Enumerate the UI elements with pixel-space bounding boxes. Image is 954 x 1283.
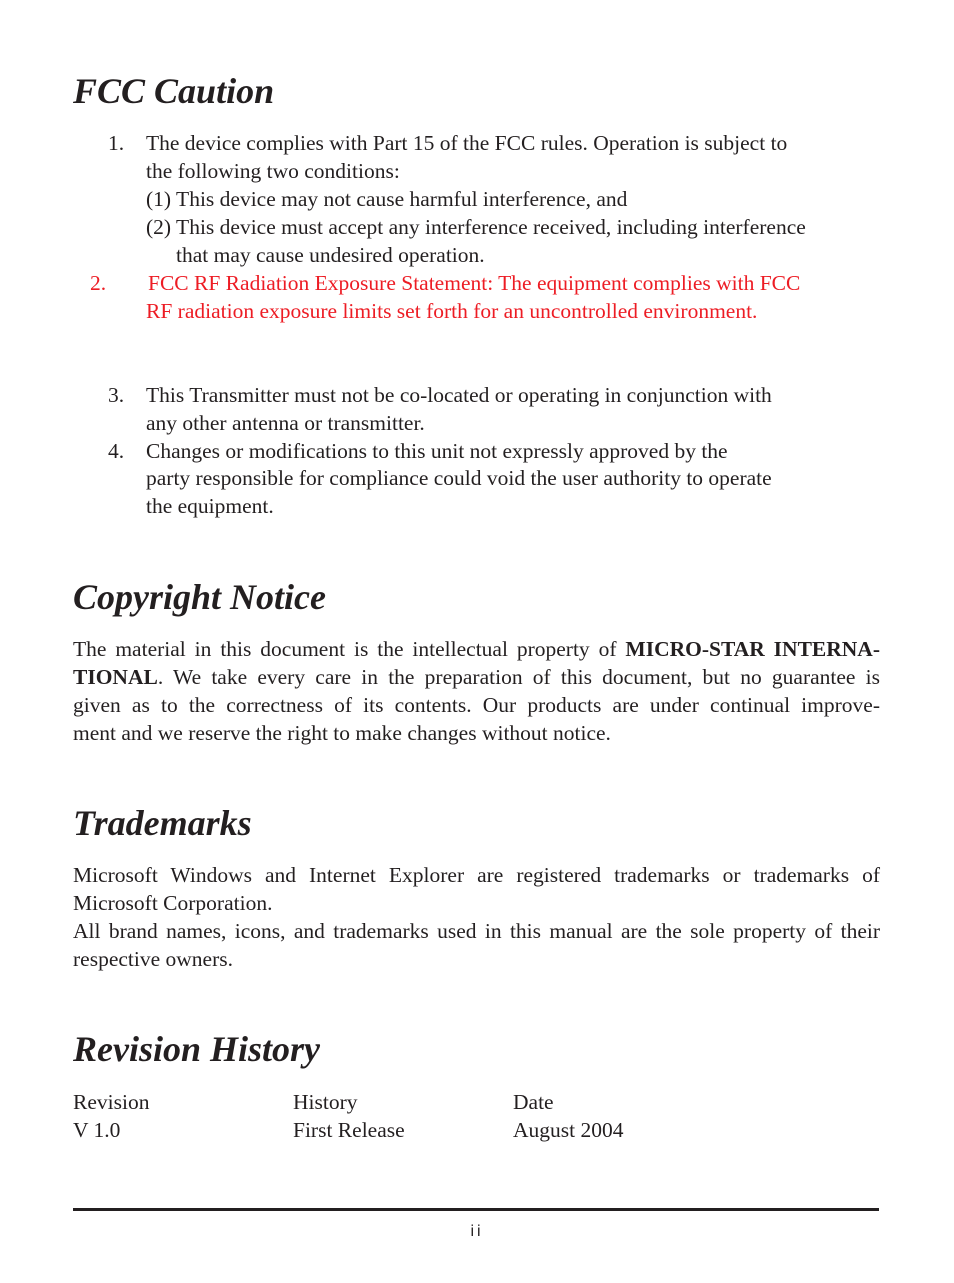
- trademarks-paragraph: [73, 861, 880, 973]
- fcc-item-4-line-3: the equipment.: [146, 494, 274, 518]
- fcc-item-2-number: 2.: [90, 271, 107, 295]
- fcc-item-4-number: 4.: [108, 439, 125, 463]
- fcc-item-3-line-2: any other antenna or transmitter.: [146, 411, 425, 435]
- fcc-item-1-condition-2-cont: that may cause undesired operation.: [176, 243, 485, 267]
- revision-row-1-history: First Release: [293, 1118, 405, 1142]
- fcc-item-3-line-1: This Transmitter must not be co-located or operating in conjunction with: [146, 383, 772, 407]
- company-name-part-2: TIONAL: [73, 665, 158, 689]
- revision-header-date: Date: [513, 1090, 554, 1114]
- copyright-line-2-text: . We take every care in the preparation of this document, but no guarantee is: [157, 665, 880, 689]
- trademarks-line-2: Microsoft Corporation.: [73, 891, 273, 915]
- fcc-item-4-line-1: Changes or modifications to this unit not expressly approved by the: [146, 439, 728, 463]
- fcc-item-2-line-1: FCC RF Radiation Exposure Statement: The equipment complies with FCC: [148, 271, 801, 295]
- fcc-item-3-number: 3.: [108, 383, 125, 407]
- fcc-caution-heading: FCC Caution: [73, 71, 275, 111]
- fcc-item-1-line-1: The device complies with Part 15 of the FCC rules. Operation is subject to: [146, 131, 788, 155]
- company-name-part-1: MICRO-STAR INTERNA-: [625, 637, 880, 661]
- trademarks-line-4: respective owners.: [73, 947, 233, 971]
- fcc-item-1-condition-1: (1) This device may not cause harmful interference, and: [146, 187, 628, 211]
- page-number: ii: [470, 1223, 484, 1240]
- copyright-line-4: ment and we reserve the right to make changes without notice.: [73, 721, 611, 745]
- fcc-item-1-condition-2: (2) This device must accept any interference received, including interference: [146, 215, 806, 239]
- copyright-line-1: [73, 635, 880, 663]
- revision-row-1-revision: V 1.0: [73, 1118, 121, 1142]
- copyright-line-2: [73, 663, 880, 691]
- revision-history-heading: Revision History: [73, 1029, 321, 1069]
- revision-header-history: History: [293, 1090, 358, 1114]
- copyright-line-1-text: The material in this document is the intellectual property of: [73, 637, 626, 661]
- revision-header-revision: Revision: [73, 1090, 150, 1114]
- trademarks-line-1: Microsoft Windows and Internet Explorer are registered trademarks or trademarks of: [73, 863, 880, 887]
- fcc-item-2-line-2: RF radiation exposure limits set forth for an uncontrolled environment.: [146, 299, 758, 323]
- fcc-item-1-line-2: the following two conditions:: [146, 159, 400, 183]
- footer-divider: [73, 1208, 879, 1211]
- trademarks-heading: Trademarks: [73, 803, 252, 843]
- copyright-notice-heading: Copyright Notice: [73, 577, 326, 617]
- fcc-item-4-line-2: party responsible for compliance could void the user authority to operate: [146, 466, 772, 490]
- revision-row-1-date: August 2004: [513, 1118, 624, 1142]
- copyright-line-3: given as to the correctness of its contents. Our products are under continual improve-: [73, 693, 880, 717]
- copyright-paragraph: [73, 635, 880, 747]
- fcc-item-1-number: 1.: [108, 131, 125, 155]
- trademarks-line-3: All brand names, icons, and trademarks used in this manual are the sole property of their: [73, 919, 880, 943]
